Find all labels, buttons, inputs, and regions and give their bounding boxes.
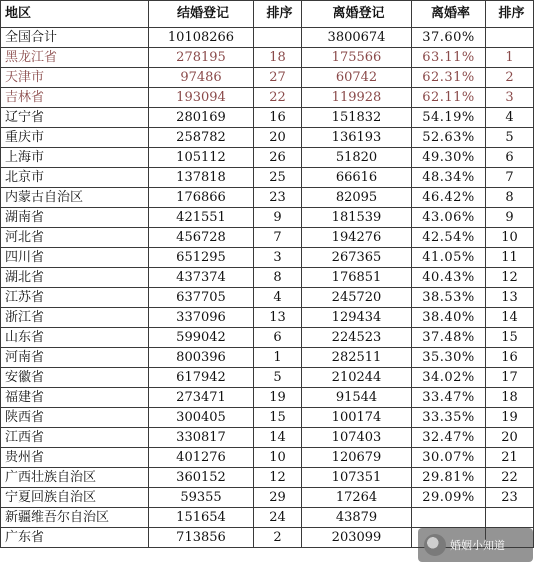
cell-divorce-rate: 33.35% bbox=[412, 408, 486, 428]
header-divorce-rate: 离婚率 bbox=[412, 1, 486, 28]
cell-marriage-rank: 4 bbox=[254, 288, 302, 308]
cell-region: 湖南省 bbox=[1, 208, 149, 228]
cell-region: 广西壮族自治区 bbox=[1, 468, 149, 488]
cell-divorce-rate: 30.07% bbox=[412, 448, 486, 468]
cell-divorce-rate: 43.06% bbox=[412, 208, 486, 228]
cell-divorce-rate: 33.47% bbox=[412, 388, 486, 408]
cell-divorce: 224523 bbox=[302, 328, 412, 348]
table-row bbox=[1, 148, 534, 168]
cell-divorce-rank: 7 bbox=[486, 168, 534, 188]
cell-divorce-rank: 17 bbox=[486, 368, 534, 388]
cell-marriage-rank: 10 bbox=[254, 448, 302, 468]
cell-marriage-rank: 1 bbox=[254, 348, 302, 368]
cell-region: 河南省 bbox=[1, 348, 149, 368]
cell-divorce-rate: 46.42% bbox=[412, 188, 486, 208]
table-row bbox=[1, 508, 534, 528]
cell-marriage-rank: 16 bbox=[254, 108, 302, 128]
cell-divorce: 267365 bbox=[302, 248, 412, 268]
cell-marriage: 151654 bbox=[149, 508, 254, 528]
cell-marriage: 337096 bbox=[149, 308, 254, 328]
cell-marriage-rank: 3 bbox=[254, 248, 302, 268]
cell-divorce-rank: 13 bbox=[486, 288, 534, 308]
cell-marriage-rank bbox=[254, 28, 302, 48]
cell-divorce-rate: 62.31% bbox=[412, 68, 486, 88]
table-body bbox=[1, 28, 534, 548]
cell-marriage: 360152 bbox=[149, 468, 254, 488]
cell-divorce: 176851 bbox=[302, 268, 412, 288]
table-row bbox=[1, 208, 534, 228]
cell-region: 内蒙古自治区 bbox=[1, 188, 149, 208]
table-row bbox=[1, 488, 534, 508]
table-row bbox=[1, 248, 534, 268]
cell-divorce-rank: 1 bbox=[486, 48, 534, 68]
cell-divorce-rank: 6 bbox=[486, 148, 534, 168]
cell-divorce-rate: 63.11% bbox=[412, 48, 486, 68]
cell-divorce: 136193 bbox=[302, 128, 412, 148]
cell-divorce: 107403 bbox=[302, 428, 412, 448]
cell-region: 天津市 bbox=[1, 68, 149, 88]
cell-marriage: 617942 bbox=[149, 368, 254, 388]
cell-divorce-rank: 19 bbox=[486, 408, 534, 428]
cell-divorce-rank: 14 bbox=[486, 308, 534, 328]
cell-region: 陕西省 bbox=[1, 408, 149, 428]
cell-divorce-rank: 15 bbox=[486, 328, 534, 348]
wechat-account-icon bbox=[424, 534, 446, 556]
cell-region: 湖北省 bbox=[1, 268, 149, 288]
cell-region: 贵州省 bbox=[1, 448, 149, 468]
table-row bbox=[1, 88, 534, 108]
cell-region: 浙江省 bbox=[1, 308, 149, 328]
cell-divorce-rate: 34.02% bbox=[412, 368, 486, 388]
cell-divorce-rank: 18 bbox=[486, 388, 534, 408]
table-row bbox=[1, 448, 534, 468]
cell-divorce-rate: 29.09% bbox=[412, 488, 486, 508]
cell-divorce-rate: 62.11% bbox=[412, 88, 486, 108]
table-row bbox=[1, 28, 534, 48]
cell-divorce: 3800674 bbox=[302, 28, 412, 48]
cell-region: 四川省 bbox=[1, 248, 149, 268]
cell-marriage: 800396 bbox=[149, 348, 254, 368]
cell-marriage-rank: 22 bbox=[254, 88, 302, 108]
cell-divorce-rate: 38.53% bbox=[412, 288, 486, 308]
table-row bbox=[1, 368, 534, 388]
table-row bbox=[1, 348, 534, 368]
cell-region: 吉林省 bbox=[1, 88, 149, 108]
cell-region: 安徽省 bbox=[1, 368, 149, 388]
table-row bbox=[1, 48, 534, 68]
cell-marriage: 59355 bbox=[149, 488, 254, 508]
cell-marriage-rank: 5 bbox=[254, 368, 302, 388]
cell-marriage: 421551 bbox=[149, 208, 254, 228]
cell-marriage: 137818 bbox=[149, 168, 254, 188]
cell-region: 上海市 bbox=[1, 148, 149, 168]
header-marriage-rank: 排序 bbox=[254, 1, 302, 28]
cell-divorce-rank: 2 bbox=[486, 68, 534, 88]
cell-region: 福建省 bbox=[1, 388, 149, 408]
cell-marriage: 10108266 bbox=[149, 28, 254, 48]
cell-marriage: 437374 bbox=[149, 268, 254, 288]
cell-region: 江苏省 bbox=[1, 288, 149, 308]
cell-divorce: 175566 bbox=[302, 48, 412, 68]
table-row bbox=[1, 388, 534, 408]
table-row bbox=[1, 428, 534, 448]
cell-divorce-rank: 9 bbox=[486, 208, 534, 228]
table-row bbox=[1, 108, 534, 128]
cell-marriage: 300405 bbox=[149, 408, 254, 428]
table-row bbox=[1, 128, 534, 148]
cell-divorce-rank: 21 bbox=[486, 448, 534, 468]
cell-marriage: 193094 bbox=[149, 88, 254, 108]
cell-marriage-rank: 13 bbox=[254, 308, 302, 328]
cell-divorce-rank: 20 bbox=[486, 428, 534, 448]
cell-region: 全国合计 bbox=[1, 28, 149, 48]
table-row bbox=[1, 188, 534, 208]
cell-marriage: 599042 bbox=[149, 328, 254, 348]
table-header-row bbox=[1, 1, 534, 28]
cell-marriage: 456728 bbox=[149, 228, 254, 248]
table-row bbox=[1, 288, 534, 308]
table-row bbox=[1, 408, 534, 428]
cell-marriage: 280169 bbox=[149, 108, 254, 128]
table-row bbox=[1, 268, 534, 288]
cell-divorce-rank: 5 bbox=[486, 128, 534, 148]
cell-marriage-rank: 7 bbox=[254, 228, 302, 248]
cell-divorce-rate: 49.30% bbox=[412, 148, 486, 168]
cell-divorce: 203099 bbox=[302, 528, 412, 548]
cell-region: 江西省 bbox=[1, 428, 149, 448]
cell-divorce-rank: 11 bbox=[486, 248, 534, 268]
cell-divorce: 282511 bbox=[302, 348, 412, 368]
cell-divorce-rate: 35.30% bbox=[412, 348, 486, 368]
cell-divorce: 82095 bbox=[302, 188, 412, 208]
cell-marriage-rank: 19 bbox=[254, 388, 302, 408]
cell-divorce: 66616 bbox=[302, 168, 412, 188]
cell-marriage: 401276 bbox=[149, 448, 254, 468]
cell-divorce-rank: 8 bbox=[486, 188, 534, 208]
cell-marriage: 273471 bbox=[149, 388, 254, 408]
cell-divorce: 194276 bbox=[302, 228, 412, 248]
cell-region: 重庆市 bbox=[1, 128, 149, 148]
cell-region: 山东省 bbox=[1, 328, 149, 348]
cell-divorce: 51820 bbox=[302, 148, 412, 168]
cell-divorce: 181539 bbox=[302, 208, 412, 228]
cell-marriage-rank: 23 bbox=[254, 188, 302, 208]
cell-marriage: 637705 bbox=[149, 288, 254, 308]
cell-marriage: 330817 bbox=[149, 428, 254, 448]
table-row bbox=[1, 308, 534, 328]
cell-divorce: 129434 bbox=[302, 308, 412, 328]
watermark-text: 婚姻小知道 bbox=[450, 539, 505, 552]
cell-marriage: 258782 bbox=[149, 128, 254, 148]
header-divorce-rank: 排序 bbox=[486, 1, 534, 28]
cell-divorce-rate: 32.47% bbox=[412, 428, 486, 448]
cell-marriage-rank: 6 bbox=[254, 328, 302, 348]
cell-marriage: 713856 bbox=[149, 528, 254, 548]
cell-marriage-rank: 18 bbox=[254, 48, 302, 68]
cell-marriage-rank: 14 bbox=[254, 428, 302, 448]
cell-region: 北京市 bbox=[1, 168, 149, 188]
cell-region: 黑龙江省 bbox=[1, 48, 149, 68]
cell-divorce-rate: 52.63% bbox=[412, 128, 486, 148]
cell-divorce-rate: 37.48% bbox=[412, 328, 486, 348]
cell-divorce-rank: 10 bbox=[486, 228, 534, 248]
cell-region: 宁夏回族自治区 bbox=[1, 488, 149, 508]
cell-divorce-rate: 40.43% bbox=[412, 268, 486, 288]
table-row bbox=[1, 168, 534, 188]
cell-divorce-rank: 4 bbox=[486, 108, 534, 128]
cell-divorce-rate bbox=[412, 508, 486, 528]
header-divorce: 离婚登记 bbox=[302, 1, 412, 28]
cell-divorce-rank: 23 bbox=[486, 488, 534, 508]
cell-marriage: 176866 bbox=[149, 188, 254, 208]
header-marriage: 结婚登记 bbox=[149, 1, 254, 28]
cell-region: 辽宁省 bbox=[1, 108, 149, 128]
cell-marriage-rank: 25 bbox=[254, 168, 302, 188]
cell-marriage: 651295 bbox=[149, 248, 254, 268]
cell-divorce-rate: 37.60% bbox=[412, 28, 486, 48]
cell-divorce-rate: 38.40% bbox=[412, 308, 486, 328]
cell-divorce: 210244 bbox=[302, 368, 412, 388]
cell-region: 河北省 bbox=[1, 228, 149, 248]
cell-divorce-rank: 12 bbox=[486, 268, 534, 288]
cell-divorce: 17264 bbox=[302, 488, 412, 508]
cell-marriage-rank: 27 bbox=[254, 68, 302, 88]
cell-divorce-rate: 42.54% bbox=[412, 228, 486, 248]
cell-marriage-rank: 26 bbox=[254, 148, 302, 168]
table-row bbox=[1, 68, 534, 88]
cell-divorce-rate: 41.05% bbox=[412, 248, 486, 268]
cell-divorce-rate: 29.81% bbox=[412, 468, 486, 488]
cell-marriage-rank: 29 bbox=[254, 488, 302, 508]
cell-marriage-rank: 20 bbox=[254, 128, 302, 148]
header-region: 地区 bbox=[1, 1, 149, 28]
cell-divorce: 119928 bbox=[302, 88, 412, 108]
cell-marriage: 105112 bbox=[149, 148, 254, 168]
watermark bbox=[418, 528, 533, 562]
cell-divorce-rate: 48.34% bbox=[412, 168, 486, 188]
cell-divorce: 91544 bbox=[302, 388, 412, 408]
cell-divorce-rank bbox=[486, 508, 534, 528]
cell-divorce: 60742 bbox=[302, 68, 412, 88]
cell-marriage-rank: 2 bbox=[254, 528, 302, 548]
cell-marriage-rank: 12 bbox=[254, 468, 302, 488]
cell-divorce-rate: 54.19% bbox=[412, 108, 486, 128]
cell-divorce-rank: 22 bbox=[486, 468, 534, 488]
cell-marriage-rank: 15 bbox=[254, 408, 302, 428]
cell-marriage-rank: 9 bbox=[254, 208, 302, 228]
cell-divorce: 43879 bbox=[302, 508, 412, 528]
cell-divorce: 120679 bbox=[302, 448, 412, 468]
cell-divorce: 100174 bbox=[302, 408, 412, 428]
cell-divorce: 107351 bbox=[302, 468, 412, 488]
cell-region: 新疆维吾尔自治区 bbox=[1, 508, 149, 528]
cell-divorce-rank: 3 bbox=[486, 88, 534, 108]
cell-divorce: 151832 bbox=[302, 108, 412, 128]
cell-divorce-rank bbox=[486, 28, 534, 48]
table-row bbox=[1, 228, 534, 248]
cell-region: 广东省 bbox=[1, 528, 149, 548]
table-row bbox=[1, 468, 534, 488]
cell-marriage-rank: 8 bbox=[254, 268, 302, 288]
cell-marriage-rank: 24 bbox=[254, 508, 302, 528]
cell-marriage: 278195 bbox=[149, 48, 254, 68]
cell-marriage: 97486 bbox=[149, 68, 254, 88]
cell-divorce-rank: 16 bbox=[486, 348, 534, 368]
cell-divorce: 245720 bbox=[302, 288, 412, 308]
table-row bbox=[1, 328, 534, 348]
